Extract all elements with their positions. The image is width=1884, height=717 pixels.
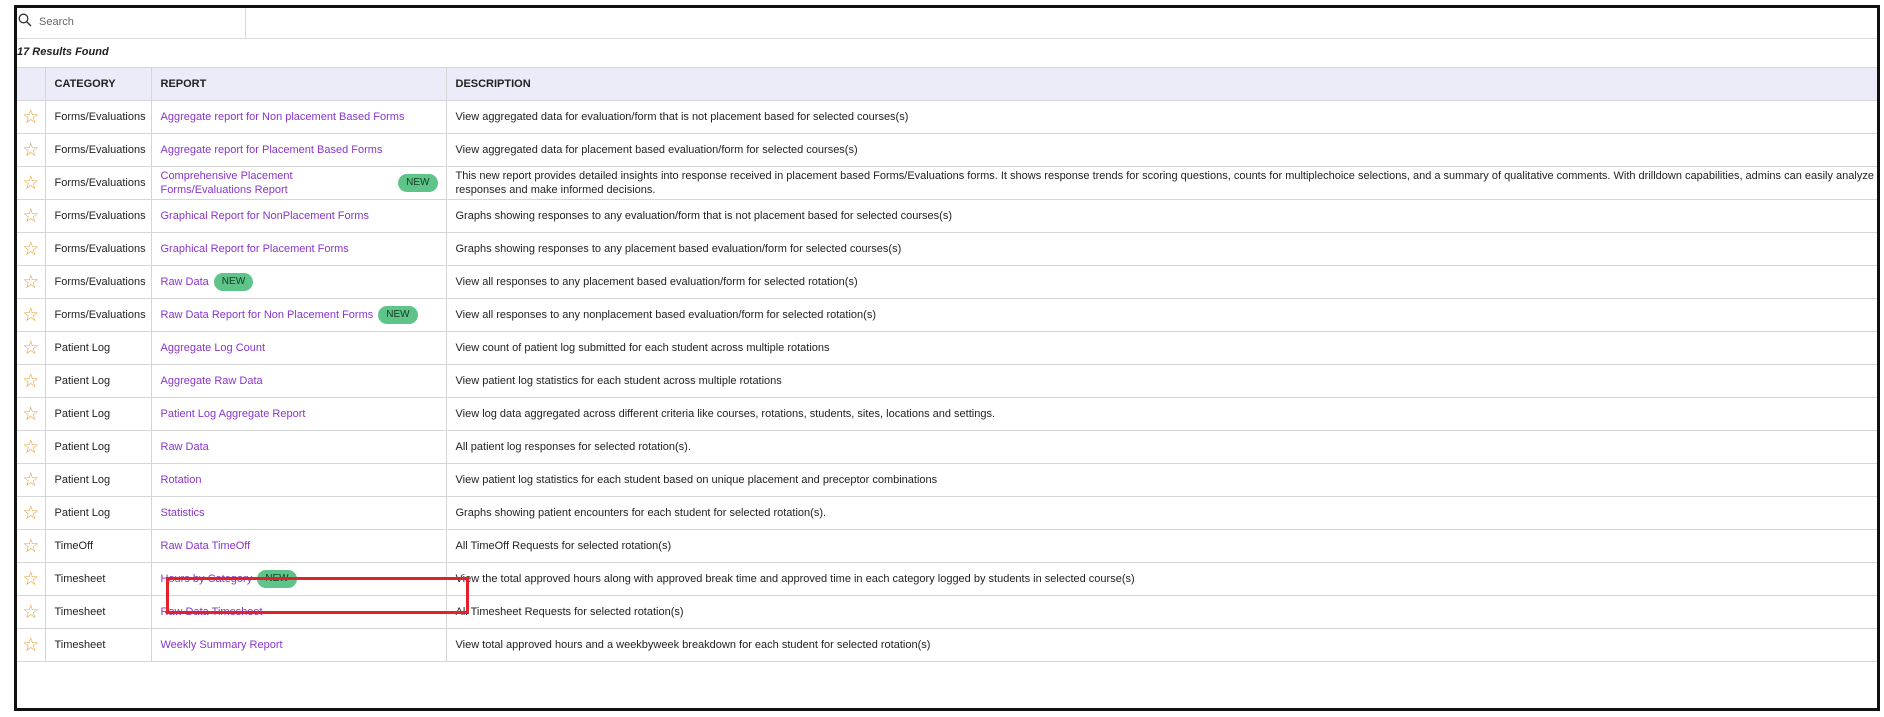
report-description: Graphs showing responses to any placement based evaluation/form for selected courses(s) [455, 243, 902, 255]
report-cell [151, 629, 446, 662]
search-input[interactable] [39, 12, 239, 32]
report-cell [151, 299, 446, 332]
report-link[interactable]: Raw Data Timesheet [160, 606, 263, 618]
star-icon[interactable]: ☆ [22, 634, 40, 656]
report-description: View aggregated data for placement based evaluation/form for selected courses(s) [455, 144, 858, 156]
report-description: View total approved hours and a weekbyweek breakdown for each student for selected rotation(s) [455, 639, 931, 651]
report-cell [151, 266, 446, 299]
report-cell [151, 398, 446, 431]
description-cell [446, 497, 1877, 530]
new-badge: NEW [398, 174, 437, 192]
table-row [17, 365, 1877, 398]
description-cell [446, 530, 1877, 563]
table-row [17, 167, 1877, 200]
report-cell [151, 464, 446, 497]
report-cell [151, 431, 446, 464]
report-column-header[interactable]: REPORT [151, 68, 446, 101]
star-icon[interactable]: ☆ [22, 172, 40, 194]
report-description: View aggregated data for evaluation/form that is not placement based for selected courses(s) [455, 111, 909, 123]
category-cell: Patient Log [45, 332, 151, 365]
report-description: View all responses to any nonplacement based evaluation/form for selected rotation(s) [455, 309, 876, 321]
report-link[interactable]: Aggregate report for Non placement Based Forms [160, 111, 405, 123]
report-description: View patient log statistics for each student across multiple rotations [455, 375, 782, 387]
favorite-cell [17, 332, 45, 365]
category-column-header[interactable]: CATEGORY [45, 68, 151, 101]
favorite-cell [17, 101, 45, 134]
table-row [17, 431, 1877, 464]
star-icon[interactable]: ☆ [22, 568, 40, 590]
report-description: All TimeOff Requests for selected rotation(s) [455, 540, 672, 552]
reports-table [17, 67, 1877, 662]
results-count: 17 Results Found [17, 46, 109, 58]
description-cell [446, 629, 1877, 662]
table-row [17, 299, 1877, 332]
favorite-cell [17, 431, 45, 464]
category-cell: Forms/Evaluations [45, 266, 151, 299]
description-cell [446, 596, 1877, 629]
category-cell: TimeOff [45, 530, 151, 563]
report-link[interactable]: Aggregate report for Placement Based Forms [160, 144, 383, 156]
report-link[interactable]: Aggregate Log Count [160, 342, 266, 354]
description-cell [446, 365, 1877, 398]
category-cell: Forms/Evaluations [45, 299, 151, 332]
report-description: View all responses to any placement based evaluation/form for selected rotation(s) [455, 276, 858, 288]
search-icon [18, 13, 32, 27]
report-cell [151, 596, 446, 629]
category-cell: Patient Log [45, 464, 151, 497]
report-description: View the total approved hours along with approved break time and approved time in each category logged by students in selected course(s) [455, 573, 1135, 585]
report-link[interactable]: Raw Data Report for Non Placement Forms [160, 309, 374, 321]
new-badge: NEW [257, 570, 296, 588]
star-icon[interactable]: ☆ [22, 601, 40, 623]
table-row [17, 497, 1877, 530]
report-link[interactable]: Raw Data [160, 441, 209, 453]
description-cell [446, 101, 1877, 134]
description-cell [446, 167, 1877, 200]
table-row [17, 398, 1877, 431]
report-link[interactable]: Statistics [160, 507, 205, 519]
favorite-cell [17, 497, 45, 530]
table-row [17, 563, 1877, 596]
table-row [17, 266, 1877, 299]
description-cell [446, 299, 1877, 332]
description-cell [446, 233, 1877, 266]
report-description: View patient log statistics for each student based on unique placement and preceptor combinations [455, 474, 938, 486]
report-description: This new report provides detailed insights into response received in placement based Forms/Evaluations forms. It shows response trends for scoring questions, counts for multiplechoice selections, and a summary of qualitative comments. With drilldown capabilities, admins can easily analyze responses and make informed decisions. [455, 170, 1874, 196]
report-description: All Timesheet Requests for selected rotation(s) [455, 606, 684, 618]
description-cell [446, 134, 1877, 167]
category-cell: Forms/Evaluations [45, 167, 151, 200]
favorite-cell [17, 629, 45, 662]
search-box[interactable] [17, 8, 246, 38]
description-cell [446, 431, 1877, 464]
table-row [17, 134, 1877, 167]
favorite-cell [17, 299, 45, 332]
star-icon[interactable]: ☆ [22, 106, 40, 128]
report-link[interactable]: Aggregate Raw Data [160, 375, 263, 387]
description-cell [446, 464, 1877, 497]
report-link[interactable]: Comprehensive Placement Forms/Evaluations Report [160, 170, 293, 196]
category-cell: Patient Log [45, 497, 151, 530]
star-icon[interactable]: ☆ [22, 337, 40, 359]
report-cell [151, 332, 446, 365]
report-description: Graphs showing patient encounters for each student for selected rotation(s). [455, 507, 827, 519]
report-cell [151, 200, 446, 233]
star-icon[interactable]: ☆ [22, 304, 40, 326]
description-cell [446, 332, 1877, 365]
star-icon[interactable]: ☆ [22, 436, 40, 458]
report-cell [151, 167, 446, 200]
report-link[interactable]: Graphical Report for NonPlacement Forms [160, 210, 369, 222]
report-link[interactable]: Hours by Category [160, 573, 253, 585]
favorite-cell [17, 563, 45, 596]
category-cell: Timesheet [45, 629, 151, 662]
table-row [17, 101, 1877, 134]
category-cell: Timesheet [45, 563, 151, 596]
description-cell [446, 398, 1877, 431]
favorite-cell [17, 596, 45, 629]
report-cell [151, 563, 446, 596]
report-description: All patient log responses for selected rotation(s). [455, 441, 691, 453]
table-row [17, 629, 1877, 662]
description-cell [446, 266, 1877, 299]
report-description: Graphs showing responses to any evaluation/form that is not placement based for selected courses(s) [455, 210, 952, 222]
star-icon[interactable]: ☆ [22, 271, 40, 293]
report-link[interactable]: Raw Data TimeOff [160, 540, 251, 552]
table-row [17, 530, 1877, 563]
report-cell [151, 134, 446, 167]
report-description: View count of patient log submitted for each student across multiple rotations [455, 342, 830, 354]
category-cell: Forms/Evaluations [45, 101, 151, 134]
favorite-cell [17, 134, 45, 167]
star-icon[interactable]: ☆ [22, 535, 40, 557]
star-icon[interactable]: ☆ [22, 370, 40, 392]
description-column-header[interactable]: DESCRIPTION [446, 68, 1877, 101]
star-icon[interactable]: ☆ [22, 502, 40, 524]
search-bar [17, 8, 1877, 39]
favorite-cell [17, 266, 45, 299]
star-icon[interactable]: ☆ [22, 139, 40, 161]
report-link[interactable]: Raw Data [160, 276, 209, 288]
report-link[interactable]: Rotation [160, 474, 202, 486]
report-link[interactable]: Graphical Report for Placement Forms [160, 243, 349, 255]
table-row [17, 233, 1877, 266]
new-badge: NEW [378, 306, 417, 324]
table-row [17, 464, 1877, 497]
favorite-cell [17, 200, 45, 233]
table-header-row [17, 68, 1877, 101]
category-cell: Patient Log [45, 365, 151, 398]
report-link[interactable]: Weekly Summary Report [160, 639, 283, 651]
table-row [17, 200, 1877, 233]
category-cell: Patient Log [45, 431, 151, 464]
category-cell: Forms/Evaluations [45, 134, 151, 167]
favorite-cell [17, 530, 45, 563]
new-badge: NEW [214, 273, 253, 291]
favorite-cell [17, 464, 45, 497]
star-icon[interactable]: ☆ [22, 403, 40, 425]
report-cell [151, 365, 446, 398]
description-cell [446, 563, 1877, 596]
star-icon[interactable]: ☆ [22, 238, 40, 260]
category-cell: Patient Log [45, 398, 151, 431]
table-row [17, 596, 1877, 629]
table-row [17, 332, 1877, 365]
favorite-column-header [17, 68, 45, 101]
report-description: View log data aggregated across different criteria like courses, rotations, students, sites, locations and settings. [455, 408, 995, 420]
report-cell [151, 101, 446, 134]
favorite-cell [17, 398, 45, 431]
category-cell: Forms/Evaluations [45, 200, 151, 233]
report-cell [151, 530, 446, 563]
star-icon[interactable]: ☆ [22, 469, 40, 491]
favorite-cell [17, 365, 45, 398]
description-cell [446, 200, 1877, 233]
star-icon[interactable]: ☆ [22, 205, 40, 227]
favorite-cell [17, 233, 45, 266]
report-cell [151, 233, 446, 266]
report-cell [151, 497, 446, 530]
report-link[interactable]: Patient Log Aggregate Report [160, 408, 306, 420]
category-cell: Timesheet [45, 596, 151, 629]
favorite-cell [17, 167, 45, 200]
reports-panel [14, 5, 1880, 711]
category-cell: Forms/Evaluations [45, 233, 151, 266]
